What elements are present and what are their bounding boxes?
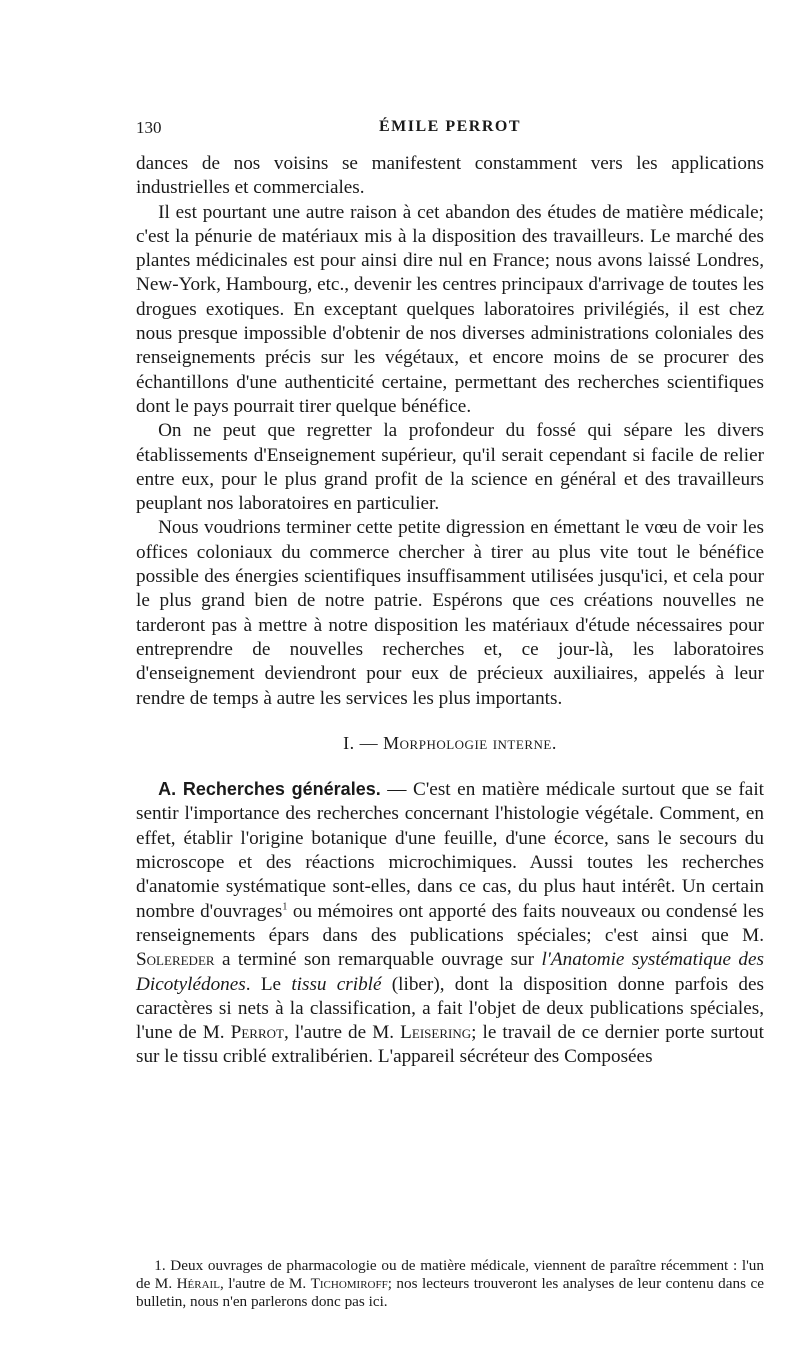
section-number: I. —	[343, 732, 379, 753]
paragraph-conclusion: Nous voudrions terminer cette petite digression en émettant le vœu de voir les offices coloniaux du commerce chercher à tirer au plus vite tout le bénéfice possible des énergies scientifiques insuffisamment utilisées jusqu'ici, et cela pour le plus grand bien de notre patrie. Espérons que ces créations nouvelles ne tarderont pas à mettre à notre disposition les matériaux d'étude nécessaires pour entreprendre de nouvelles recherches et, ce jour-là, les laboratoires d'enseignement deviendront pour eux de précieux auxiliaires, appelés à leur rendre de temps à autre les services les plus importants.	[136, 517, 764, 709]
paragraph-continued: dances de nos voisins se manifestent constamment vers les applications industrielles et commerciales.	[136, 153, 764, 199]
section-title: Morphologie interne.	[383, 732, 557, 753]
paragraph-enseignement: On ne peut que regretter la profondeur du fossé qui sépare les divers établissements d'Enseignement supérieur, qu'il serait cependant si facile de relier entre eux, pour le plus grand profit de la science en général et des travailleurs peuplant nos laboratoires en particulier.	[136, 420, 764, 515]
section-heading	[136, 731, 764, 755]
footnote-reference: 1	[282, 901, 288, 913]
author-perrot: Perrot	[230, 1022, 284, 1044]
author-solereder: Solereder	[136, 949, 215, 971]
body-text	[136, 152, 764, 1070]
page-header	[136, 118, 764, 142]
book-title: l'Anatomie systématique des Dicotylédones	[136, 949, 764, 995]
run-in-heading: A. Recherches générales.	[158, 779, 381, 800]
paragraph-recherches-generales: A. Recherches générales. — C'est en matière médicale surtout que se fait sentir l'importance des recherches concernant l'histologie végétale. Comment, en effet, établir l'origine botanique d'une feuille, d'une écorce, sans le secours du microscope et des réactions microchimiques. Aussi toutes les recherches d'anatomie systématique sont-elles, dans ce cas, du plus haut intérêt. Un certain nombre d'ouvrages$^1$ ou mémoires ont apporté des faits nouveaux ou condensé les renseignements épars dans des publications spéciales; c'est ainsi que M. Solereder a terminé son remarquable ouvrage sur l'Anatomie systématique des Dicotylédones. Le tissu criblé (liber), dont la disposition donne parfois des caractères si nets à la classification, a fait l'objet de deux publications spéciales, l'une de M. Perrot, l'autre de M. Leisering; le travail de ce dernier porte surtout sur le tissu criblé extralibérien. L'appareil sécréteur des Composées	[136, 779, 764, 1068]
author-tichomiroff: Tichomiroff	[310, 1275, 388, 1292]
term-tissu-crible: tissu criblé	[291, 973, 382, 995]
author-leisering: Leisering	[400, 1022, 472, 1044]
footnote-text: 1. Deux ouvrages de pharmacologie ou de matière médicale, viennent de paraître récemment : l'un de M. Hérail, l'autre de M. Tichomiroff; nos lecteurs trouveront les analyses de leur contenu dans ce bulletin, nous n'en parlerons donc pas ici.	[136, 1257, 764, 1310]
author-herail: Hérail	[176, 1275, 220, 1292]
page-number: 130	[136, 118, 162, 137]
paragraph-materials: Il est pourtant une autre raison à cet abandon des études de matière médicale; c'est la pénurie de matériaux mis à la disposition des travailleurs. Le marché des plantes médicinales est pour ainsi dire nul en France; nous avons laissé Londres, New-York, Hambourg, etc., devenir les centres principaux d'arrivage de toutes les drogues exotiques. En exceptant quelques laboratoires privilégiés, il est chez nous presque impossible d'obtenir de nos diverses administrations coloniales des renseignements précis sur les végétaux, et encore moins de se procurer des échantillons d'une authenticité certaine, permettant des recherches scientifiques dont le pays pourrait tirer quelque bénéfice.	[136, 201, 764, 417]
footnote	[136, 1257, 764, 1311]
running-head: ÉMILE PERROT	[378, 118, 521, 135]
